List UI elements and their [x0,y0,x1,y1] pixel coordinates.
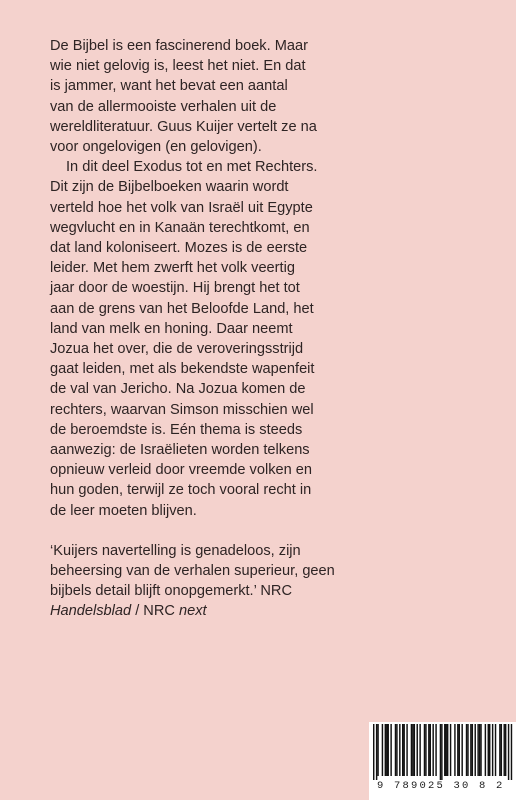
barcode-bar [457,724,458,776]
quote-source-separator: / NRC [131,603,179,620]
blurb-line: wegvlucht en in Kanaän terechtkomt, en [50,219,310,236]
barcode-bar [411,724,412,776]
barcode-bar [403,724,404,776]
blurb-line: van de allermooiste verhalen uit de [50,98,277,115]
barcode-bar [377,724,378,776]
barcode-bar [428,724,429,776]
barcode-bar [435,724,436,776]
blurb-line: aan de grens van het Beloofde Land, het [50,300,314,317]
blurb-line: wie niet gelovig is, leest het niet. En dat [50,58,306,75]
barcode-bar [395,724,396,776]
barcode-bar [495,724,496,776]
barcode-bar [376,724,377,780]
back-cover-text [50,36,470,622]
blurb-line: Jozua het over, die de veroveringsstrijd [50,341,304,358]
barcode-bar [414,724,415,776]
barcode-bar [499,724,500,776]
barcode-bar [447,724,448,776]
blurb-line: land van melk en honing. Daar neemt [50,320,293,337]
barcode-bar [492,724,493,776]
barcode-bar [470,724,471,776]
barcode-bar [489,724,490,776]
blurb-line: verteld hoe het volk van Israël uit Egypte [50,199,313,216]
barcode-bar [504,724,505,776]
barcode-bar [412,724,413,776]
barcode-bar [461,724,462,776]
blurb-line: De Bijbel is een fascinerend boek. Maar [50,38,308,54]
barcode-bar [480,724,481,776]
barcode-bar [440,724,441,780]
barcode-bar [402,724,403,776]
barcode-bar [508,724,509,780]
barcode-bar [466,724,467,776]
blurb-line: hun goden, terwijl ze toch vooral recht in [50,482,312,499]
blurb-line: voor ongelovigen (en gelovigen). [50,139,262,156]
barcode-bar [432,724,433,776]
blurb-line: gaat leiden, met als bekendste wapenfeit [50,361,315,378]
barcode-bar [505,724,506,776]
quote-source-publication: Handelsblad [50,603,132,620]
isbn-number: 9 789025 30 8 2 [377,780,505,792]
barcode-bar [425,724,426,776]
blurb-line: aanwezig: de Israëlieten worden telkens [50,442,310,459]
blurb-line: dat land koloniseert. Mozes is de eerste [50,240,308,257]
barcode-bar [419,724,420,776]
barcode-bar [450,724,451,776]
barcode-bar [475,724,476,776]
barcode-bar [444,724,445,776]
barcode-bar [511,724,512,780]
blurb-line: rechters, waarvan Simson misschien wel [50,401,314,418]
review-quote [50,541,470,622]
blurb-paragraph-2 [50,157,470,521]
isbn-barcode [369,722,516,800]
paragraph-gap [50,521,470,541]
blurb-line: de beroemdste is. Eén thema is steeds [50,421,303,438]
barcode-bar [417,724,418,776]
quote-line: beheersing van de verhalen superieur, geen [50,563,335,580]
blurb-line: is jammer, want het bevat een aantal [50,78,288,95]
quote-source [50,601,470,621]
blurb-line: de val van Jericho. Na Jozua komen de [50,381,306,398]
blurb-paragraph-1 [50,36,470,157]
quote-line: ‘Kuijers navertelling is genadeloos, zijn [50,542,301,559]
barcode-bar [396,724,397,776]
blurb-line: In dit deel Exodus tot en met Rechters. [66,159,318,176]
barcode-bar [446,724,447,776]
barcode-bar [388,724,389,776]
barcode-bar [399,724,400,776]
blurb-line: jaar door de woestijn. Hij brengt het tot [50,280,300,297]
barcode-bar [485,724,486,776]
barcode-bar [424,724,425,776]
blurb-line: opnieuw verleid door vreemde volken en [50,462,313,479]
barcode-bar [467,724,468,776]
barcode-bar [454,724,455,776]
blurb-line: wereldliteratuur. Guus Kuijer vertelt ze na [50,118,317,135]
barcode-bar [441,724,442,780]
blurb-line: de leer moeten blijven. [50,502,197,519]
barcode-bar [472,724,473,776]
barcode-bar [382,724,383,776]
barcode-bar [477,724,478,776]
quote-source-publication-2: next [178,603,207,620]
blurb-line: Dit zijn de Bijbelboeken waarin wordt [50,179,289,196]
barcode-bar [479,724,480,776]
barcode-bar [430,724,431,776]
barcode-bar [390,724,391,776]
barcode-bars [373,724,513,780]
blurb-line: leider. Met hem zwerft het volk veertig [50,260,295,277]
barcode-bar [406,724,407,776]
barcode-bar [459,724,460,776]
barcode-bar [386,724,387,776]
barcode-bar [501,724,502,776]
barcode-bar [385,724,386,776]
barcode-bar [373,724,374,780]
barcode-bar [488,724,489,776]
quote-line: bijbels detail blijft onopgemerkt.’ NRC [50,583,292,600]
